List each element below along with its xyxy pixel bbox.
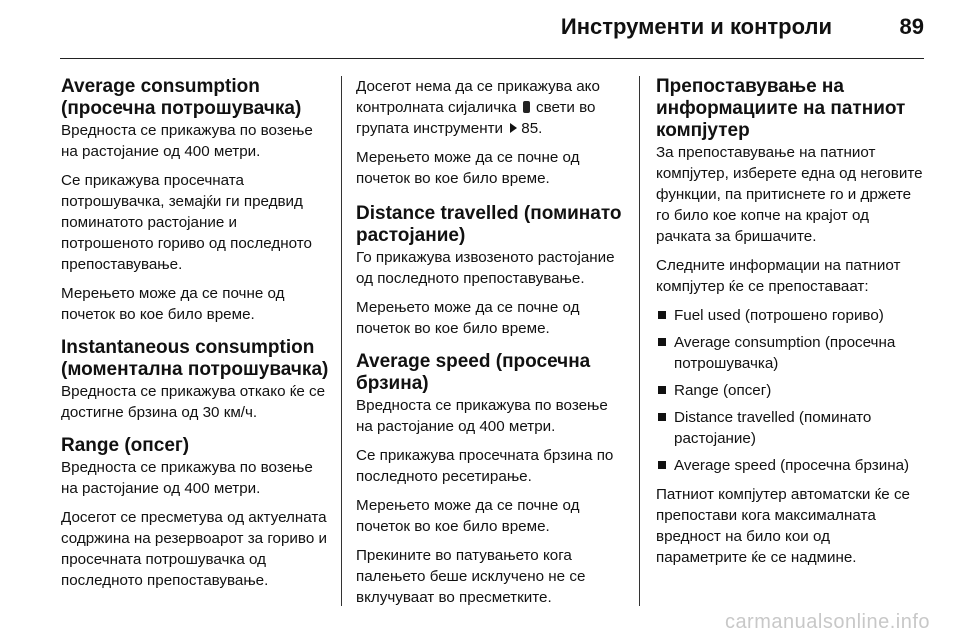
paragraph: Го прикажува извозеното растојание од последното препоставување. <box>356 249 615 287</box>
paragraph: Прекините во патувањето кога палењето беше исклучено не се вклучуваат во пресметките. <box>356 547 586 606</box>
paragraph: Мерењето може да се почне од почеток во кое било време. <box>356 497 580 535</box>
paragraph: Досегот се пресметува од актуелната содржина на резервоарот за гориво и просечната потрошувачка од последното препоставување. <box>61 509 327 589</box>
text-fragment: Досегот нема да се прикажува ако контролната сијаличка <box>356 78 600 116</box>
heading-mk: (просечна потрошувачка) <box>61 98 302 119</box>
list-item-text: Distance travelled (поминато растојание) <box>674 409 872 447</box>
paragraph: Мерењето може да се почне од почеток во кое било време. <box>356 149 580 187</box>
paragraph: Мерењето може да се почне од почеток во кое било време. <box>61 285 285 323</box>
section-range <box>61 435 329 591</box>
heading-en: Average consumption <box>61 76 260 97</box>
paragraph: Вредноста се прикажува откако ќе се достигне брзина од 30 км/ч. <box>61 383 326 421</box>
column-2 <box>356 76 624 620</box>
section-heading <box>61 76 329 120</box>
section-heading: Distance travelled (поминато растојание) <box>356 203 622 246</box>
column-3 <box>656 76 924 580</box>
list-item-text: Fuel used (потрошено гориво) <box>674 307 884 324</box>
paragraph-range-note <box>356 76 624 139</box>
paragraph: Вредноста се прикажува по возење на растојание од 400 метри. <box>61 459 313 497</box>
heading-en: Instantaneous consumption <box>61 337 315 358</box>
paragraph: За препоставување на патниот компјутер, изберете една од неговите функции, па притиснете го и држете го било кое копче на крајот од рачката за бришачите. <box>656 144 923 245</box>
paragraph: Се прикажува просечната потрошувачка, земајќи ги предвид поминатото растојание и потрошеното гориво од последното препоставување. <box>61 172 312 273</box>
section-heading <box>61 337 329 381</box>
list-item <box>656 455 924 476</box>
page-number: 89 <box>899 14 924 39</box>
section-heading: Препоставување на информациите на патниот компјутер <box>656 76 906 141</box>
list-item <box>656 305 924 326</box>
list-item <box>656 332 924 374</box>
square-bullet-icon <box>658 311 666 319</box>
square-bullet-icon <box>658 413 666 421</box>
column-divider-2 <box>639 76 640 606</box>
paragraph: Вредноста се прикажува по возење на растојание од 400 метри. <box>61 122 313 160</box>
page-header-title: Инструменти и контроли <box>560 14 832 39</box>
square-bullet-icon <box>658 338 666 346</box>
text-fragment: свети во групата инструменти <box>356 99 596 137</box>
paragraph: Мерењето може да се почне од почеток во кое било време. <box>356 299 580 337</box>
paragraph: Вредноста се прикажува по возење на растојание од 400 метри. <box>356 397 608 435</box>
fuel-warning-lamp-icon <box>523 101 530 113</box>
paragraph: Следните информации на патниот компјутер ќе се препоставаат: <box>656 257 901 295</box>
section-reset-trip-computer <box>656 76 924 568</box>
section-average-consumption <box>61 76 329 325</box>
list-item <box>656 407 924 449</box>
page-reference[interactable]: 85. <box>521 120 543 137</box>
section-instantaneous-consumption <box>61 337 329 423</box>
square-bullet-icon <box>658 386 666 394</box>
list-item <box>656 380 924 401</box>
section-heading: Average speed (просечна брзина) <box>356 351 591 394</box>
column-divider-1 <box>341 76 342 606</box>
header-divider <box>60 58 924 59</box>
list-item-text: Average speed (просечна брзина) <box>674 457 910 474</box>
section-heading: Range (опсег) <box>61 435 190 456</box>
list-item-text: Range (опсег) <box>674 382 772 399</box>
square-bullet-icon <box>658 461 666 469</box>
paragraph: Патниот компјутер автоматски ќе се препостави кога максималната вредност на било кои од параметрите ќе се надмине. <box>656 486 910 566</box>
page-reference-arrow-icon <box>510 123 517 133</box>
column-1 <box>61 76 329 603</box>
paragraph: Се прикажува просечната брзина по последното ресетирање. <box>356 447 614 485</box>
section-distance-travelled <box>356 203 624 339</box>
heading-mk: (моментална потрошувачка) <box>61 359 329 380</box>
reset-items-list <box>656 305 924 476</box>
watermark-text: carmanualsonline.info <box>724 611 930 633</box>
list-item-text: Average consumption (просечна потрошувачка) <box>674 334 896 372</box>
section-average-speed <box>356 351 624 608</box>
